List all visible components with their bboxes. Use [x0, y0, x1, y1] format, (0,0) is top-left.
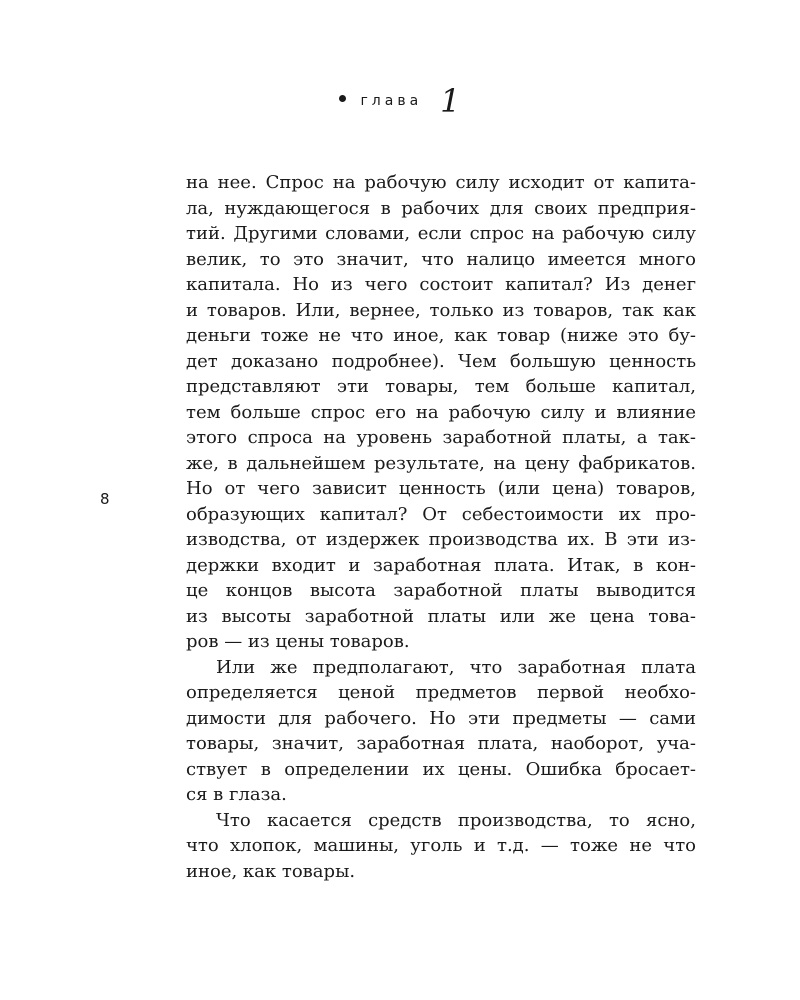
text-line: этого спроса на уровень заработной платы, а так-: [186, 427, 696, 448]
text-line: и товаров. Или, вернее, только из товаров, так как: [186, 299, 696, 321]
body-text: [186, 170, 696, 884]
text-line: образующих капитал? От себестоимости их про-: [186, 503, 696, 525]
text-line: Но от чего зависит ценность (или цена) товаров,: [186, 478, 696, 499]
text-line: товары, значит, заработная плата, наоборот, уча-: [186, 733, 696, 754]
text-line: держки входит и заработная плата. Итак, в кон-: [186, 554, 696, 576]
text-line: иное, как товары.: [186, 860, 356, 882]
text-line: определяется ценой предметов первой необхо-: [186, 682, 696, 703]
paragraph: [186, 655, 696, 808]
bullet-icon: [339, 95, 346, 102]
chapter-number: 1: [440, 82, 461, 120]
text-line: велик, то это значит, что налицо имеется много: [186, 248, 696, 270]
text-line: Или же предполагают, что заработная плата: [216, 656, 696, 678]
text-line: це концов высота заработной платы выводится: [186, 580, 696, 601]
text-line: что хлопок, машины, уголь и т.д. — тоже не что: [186, 835, 696, 856]
text-line: ся в глаза.: [186, 784, 287, 805]
text-line: тий. Другими словами, если спрос на рабочую силу: [186, 223, 696, 244]
paragraph: [186, 170, 696, 655]
chapter-label: глава: [360, 93, 423, 109]
text-line: ров — из цены товаров.: [186, 631, 410, 652]
page-number: 8: [100, 490, 110, 508]
paragraph: [186, 808, 696, 885]
text-line: димости для рабочего. Но эти предметы — сами: [186, 707, 696, 729]
text-line: дет доказано подробнее). Чем большую ценность: [186, 350, 696, 372]
text-line: изводства, от издержек производства их. В эти из-: [186, 529, 696, 550]
text-line: деньги тоже не что иное, как товар (ниже это бу-: [186, 325, 696, 346]
text-line: капитала. Но из чего состоит капитал? Из денег: [186, 274, 696, 295]
text-line: тем больше спрос его на рабочую силу и влияние: [186, 401, 696, 423]
text-line: ла, нуждающегося в рабочих для своих предприя-: [186, 197, 696, 219]
text-line: из высоты заработной платы или же цена това-: [186, 605, 696, 627]
text-line: на нее. Спрос на рабочую силу исходит от капита-: [186, 172, 696, 193]
text-line: представляют эти товары, тем больше капитал,: [186, 376, 696, 397]
text-line: Что касается средств производства, то ясно,: [216, 809, 696, 831]
text-line: же, в дальнейшем результате, на цену фабрикатов.: [186, 452, 696, 474]
text-line: ствует в определении их цены. Ошибка бросает-: [186, 758, 696, 780]
running-header: [0, 82, 800, 120]
